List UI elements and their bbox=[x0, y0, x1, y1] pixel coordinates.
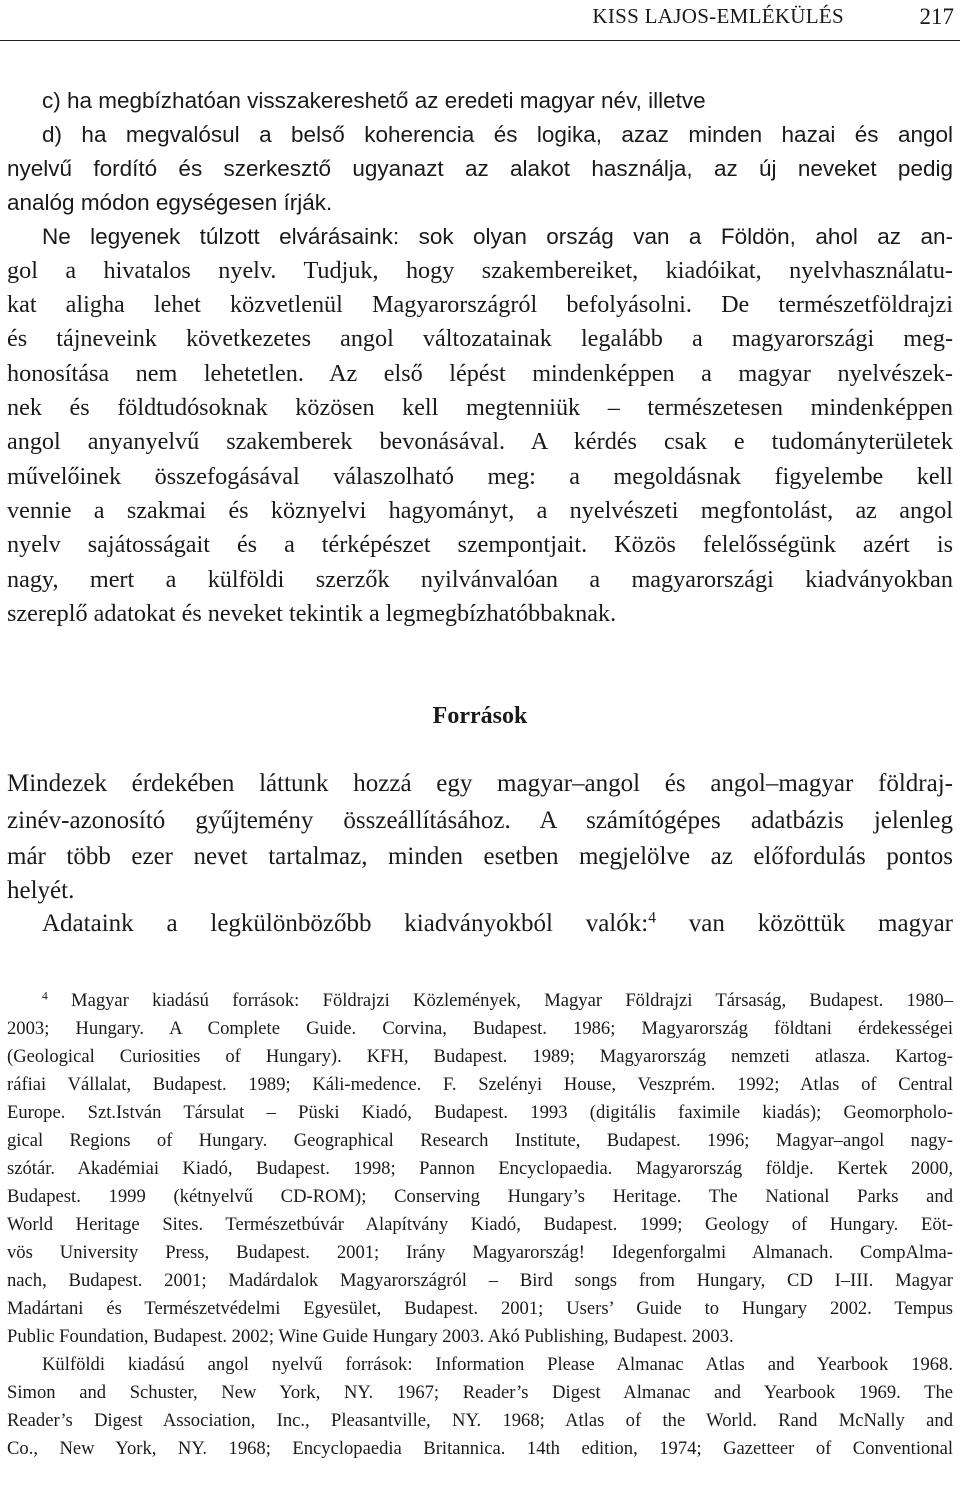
running-title: KISS LAJOS-EMLÉKÜLÉS bbox=[592, 4, 844, 28]
running-header bbox=[0, 0, 960, 41]
text-line-with-footnote bbox=[42, 910, 953, 938]
text-line: és tájneveink következetes angol változatainak legalább a magyarországi meg- bbox=[7, 325, 953, 352]
footnote-line: Madártani és Természetvédelmi Egyesület, Budapest. 2001; Users’ Guide to Hungary 2002. Tempus bbox=[7, 1298, 953, 1319]
text-line: Mindezek érdekében láttunk hozzá egy magyar–angol és angol–magyar földraj- bbox=[7, 770, 953, 797]
text-line: gol a hivatalos nyelv. Tudjuk, hogy szakembereiket, kiadóikat, nyelvhasználatu- bbox=[7, 257, 953, 284]
footnote-line: Co., New York, NY. 1968; Encyclopaedia Britannica. 14th edition, 1974; Gazetteer of Conventional bbox=[7, 1438, 953, 1459]
text-line: analóg módon egységesen írják. bbox=[7, 190, 333, 215]
text-line: Ne legyenek túlzott elvárásaink: sok olyan ország van a Földön, ahol az an- bbox=[42, 224, 953, 249]
section-heading: Források bbox=[432, 703, 528, 729]
text-line: c) ha megbízhatóan visszakereshető az eredeti magyar név, illetve bbox=[42, 88, 706, 113]
text-line: vennie a szakmai és köznyelvi hagyományt, a nyelvészeti megfontolást, az angol bbox=[7, 497, 953, 524]
text-line: kat aligha lehet közvetlenül Magyarországról befolyásolni. De természetföldrajzi bbox=[7, 291, 953, 318]
footnote-line: Europe. Szt.István Társulat – Püski Kiadó, Budapest. 1993 (digitális faximile kiadás); Geomorpholo- bbox=[7, 1102, 953, 1123]
footnote-line: 2003; Hungary. A Complete Guide. Corvina, Budapest. 1986; Magyarország földtani érdekességei bbox=[7, 1018, 953, 1039]
footnote-line: Budapest. 1999 (kétnyelvű CD-ROM); Conserving Hungary’s Heritage. The National Parks and bbox=[7, 1186, 953, 1207]
text-line: nyelvű fordító és szerkesztő ugyanazt az alakot használja, az új neveket pedig bbox=[7, 156, 953, 181]
footnote-line: Public Foundation, Budapest. 2002; Wine Guide Hungary 2003. Akó Publishing, Budapest. 2003. bbox=[7, 1326, 734, 1347]
footnote-line: nach, Budapest. 2001; Madárdalok Magyarországról – Bird songs from Hungary, CD I–III. Magyar bbox=[7, 1270, 953, 1291]
page-number: 217 bbox=[919, 4, 954, 29]
footnote-line: szótár. Akadémiai Kiadó, Budapest. 1998; Pannon Encyclopaedia. Magyarország földje. Kertek 2000, bbox=[7, 1158, 953, 1179]
text-line: honosítása nem lehetetlen. Az első lépést mindenképpen a magyar nyelvészek- bbox=[7, 360, 953, 387]
text-segment: Magyar kiadású források: Földrajzi Közlemények, Magyar Földrajzi Társaság, Budapest. 1980– bbox=[47, 990, 953, 1011]
text-line: zinév-azonosító gyűjtemény összeállításához. A számítógépes adatbázis jelenleg bbox=[7, 807, 953, 834]
footnote-line: gical Regions of Hungary. Geographical Research Institute, Budapest. 1996; Magyar–angol nagy- bbox=[7, 1130, 953, 1151]
text-line: művelőinek összefogásával válaszolható meg: a megoldásnak figyelembe kell bbox=[7, 463, 953, 490]
text-line: már több ezer nevet tartalmaz, minden esetben megjelölve az előfordulás pontos bbox=[7, 843, 953, 870]
footnote-line: vös University Press, Budapest. 2001; Irány Magyarország! Idegenforgalmi Almanach. CompAlma- bbox=[7, 1242, 953, 1263]
text-line: nyelv sajátosságait és a térképészet szempontjait. Közös felelősségünk azért is bbox=[7, 531, 953, 558]
footnote-line: World Heritage Sites. Természetbúvár Alapítvány Kiadó, Budapest. 1999; Geology of Hungary. Eöt- bbox=[7, 1214, 953, 1235]
text-line: nek és földtudósoknak közösen kell megtenniük – természetesen mindenképpen bbox=[7, 394, 953, 421]
footnote-line: Reader’s Digest Association, Inc., Pleasantville, NY. 1968; Atlas of the World. Rand McNally and bbox=[7, 1410, 953, 1431]
text-line: d) ha megvalósul a belső koherencia és logika, azaz minden hazai és angol bbox=[42, 122, 953, 147]
text-line: nagy, mert a külföldi szerzők nyilvánvalóan a magyarországi kiadványokban bbox=[7, 566, 953, 593]
footnote-line: Külföldi kiadású angol nyelvű források: Information Please Almanac Atlas and Yearbook 1968. bbox=[42, 1354, 953, 1375]
text-line: helyét. bbox=[7, 877, 75, 904]
text-segment: Adataink a legkülönbözőbb kiadványokból valók: bbox=[42, 910, 649, 937]
text-line: szereplő adatokat és neveket tekintik a legmegbízhatóbbaknak. bbox=[7, 600, 617, 627]
text-line: angol anyanyelvű szakemberek bevonásával. A kérdés csak e tudományterületek bbox=[7, 428, 953, 455]
footnote-line: (Geological Curiosities of Hungary). KFH, Budapest. 1989; Magyarország nemzeti atlasza. Kartog- bbox=[7, 1046, 953, 1067]
footnote-line: Simon and Schuster, New York, NY. 1967; Reader’s Digest Almanac and Yearbook 1969. The bbox=[7, 1382, 953, 1403]
footnote-line bbox=[42, 990, 953, 1012]
footnote-reference[interactable]: 4 bbox=[648, 909, 656, 927]
footnote-marker: 4 bbox=[42, 990, 48, 1003]
text-segment: van közöttük magyar bbox=[655, 910, 953, 937]
footnote-line: ráfiai Vállalat, Budapest. 1989; Káli-medence. F. Szelényi House, Veszprém. 1992; Atlas of Central bbox=[7, 1074, 953, 1095]
